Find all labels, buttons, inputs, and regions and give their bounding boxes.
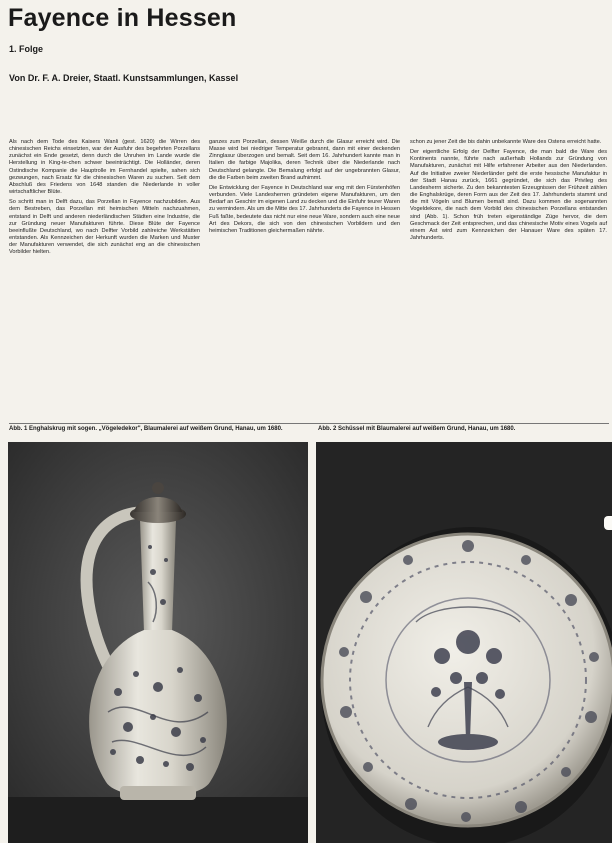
- figure-1-photo-jug: [8, 442, 308, 843]
- page-edge-tab: [604, 516, 612, 530]
- author-line: Von Dr. F. A. Dreier, Staatl. Kunstsammlungen, Kassel: [9, 73, 239, 83]
- figure-1-caption: Abb. 1 Enghalskrug mit sogen. „Vögeledekor", Blaumalerei auf weißem Grund, Hanau, um 1680.: [9, 426, 283, 432]
- text-column-2: [209, 139, 400, 238]
- paragraph: ganzes zum Porzellan, dessen Weiße durch die Glasur erreicht wird. Die Masse wird bei niedriger Temperatur gebrannt, dann mit einer deckenden Zinnglasur überzogen und bemalt. Seit dem 16. Jahrhundert kannte man in Italien die farbige Majolika, deren Technik über die Niederlande nach Deutschland gelangte. Die Bemalung erfolgt auf der ungebrannten Glasur, die die Farben beim zweiten Brand aufnimmt.: [209, 139, 400, 181]
- paragraph: schon zu jener Zeit die bis dahin unbekannte Ware des Ostens erreicht hatte.: [410, 139, 602, 145]
- paragraph: Als nach dem Tode des Kaisers Wanli (gest. 1620) die Wirren des chinesischen Reichs einsetzten, war der Ausfuhr des begehrten Porzellans zunächst ein Ende gesetzt, denn durch die Unruhen im Lande wurde die Herstellung in King-te-chen schwer beeinträchtigt. Die Holländer, deren Ostindische Kompanie die Hauptrolle im Fernhandel spielte, sahen sich gezwungen, nach Ersatz für die chinesischen Waren zu suchen. Seit dem Abschluß des Friedens von 1648 standen die Niederlande in voller wirtschaftlicher Blüte.: [9, 139, 200, 196]
- text-column-3: [410, 139, 607, 245]
- paragraph: Der eigentliche Erfolg der Delfter Fayence, die man bald die Ware des Kontinents nannte, führte nach außerhalb Hollands zur Gründung von Manufakturen, zunächst mit Hilfe erfahrener Arbeiter aus den Niederlanden. Auf die Initiative zweier Niederländer geht die erste hessische Manufaktur in der Stadt Hanau zurück, 1661 gegründet, die sich das Privileg des Landesherrn sicherte. Zu den bekanntesten Erzeugnissen der Frühzeit zählen die Enghalskrüge, deren Form aus der Zeit des 17. Jahrhunderts stammt und die mit Vögeln und Blumen bemalt sind. Dazu kommen die sogenannten Vogeldekore, die nach dem Vorbild des chinesischen Porzellans entstanden sind (Abb. 1). Schon früh treten eigenständige Züge hervor, die dem Geschmack der Zeit entsprechen, und das chinesische Motiv eines Vogels auf einem Ast wird zum Kennzeichen der Hanauer Ware des späten 17. Jahrhunderts.: [410, 149, 607, 242]
- caption-divider: [9, 423, 609, 424]
- paragraph: Die Entwicklung der Fayence in Deutschland war eng mit den Fürstenhöfen verbunden. Viele Landesherren gründeten eigene Manufakturen, um den Bedarf an Geschirr im eigenen Land zu decken und die Einfuhr teurer Waren zu vermindern. Als um die Mitte des 17. Jahrhunderts die Fayence in Hessen Fuß faßte, bedeutete das nicht nur eine neue Ware, sondern auch eine neue Art des Dekors, die sich von den chinesischen Vorbildern und den heimischen Traditionen gleichermaßen nährte.: [209, 184, 400, 234]
- figure-2-caption: Abb. 2 Schüssel mit Blaumalerei auf weißem Grund, Hanau, um 1680.: [318, 426, 516, 432]
- paragraph: So schritt man in Delft dazu, das Porzellan in Fayence nachzubilden. Aus dem Bestreben, das Porzellan mit heimischen Mitteln nachzuahmen, entstand in Delft und anderen niederländischen Städten eine Industrie, die zur Gründung neuer Manufakturen führte. Diese Blüte der Fayence beeinflußte Deutschland, wo nach Delfter Vorbild zahlreiche Werkstätten entstanden. Als Kennzeichen der Herkunft wurden die Marken und Muster der Manufakturen verwendet, die sich zunächst eng an die chinesischen Vorbilder hielten.: [9, 199, 200, 256]
- text-column-1: [9, 139, 200, 260]
- series-label: 1. Folge: [9, 44, 44, 54]
- article-title: Fayence in Hessen: [8, 4, 237, 32]
- figure-2-photo-dish: [316, 442, 612, 843]
